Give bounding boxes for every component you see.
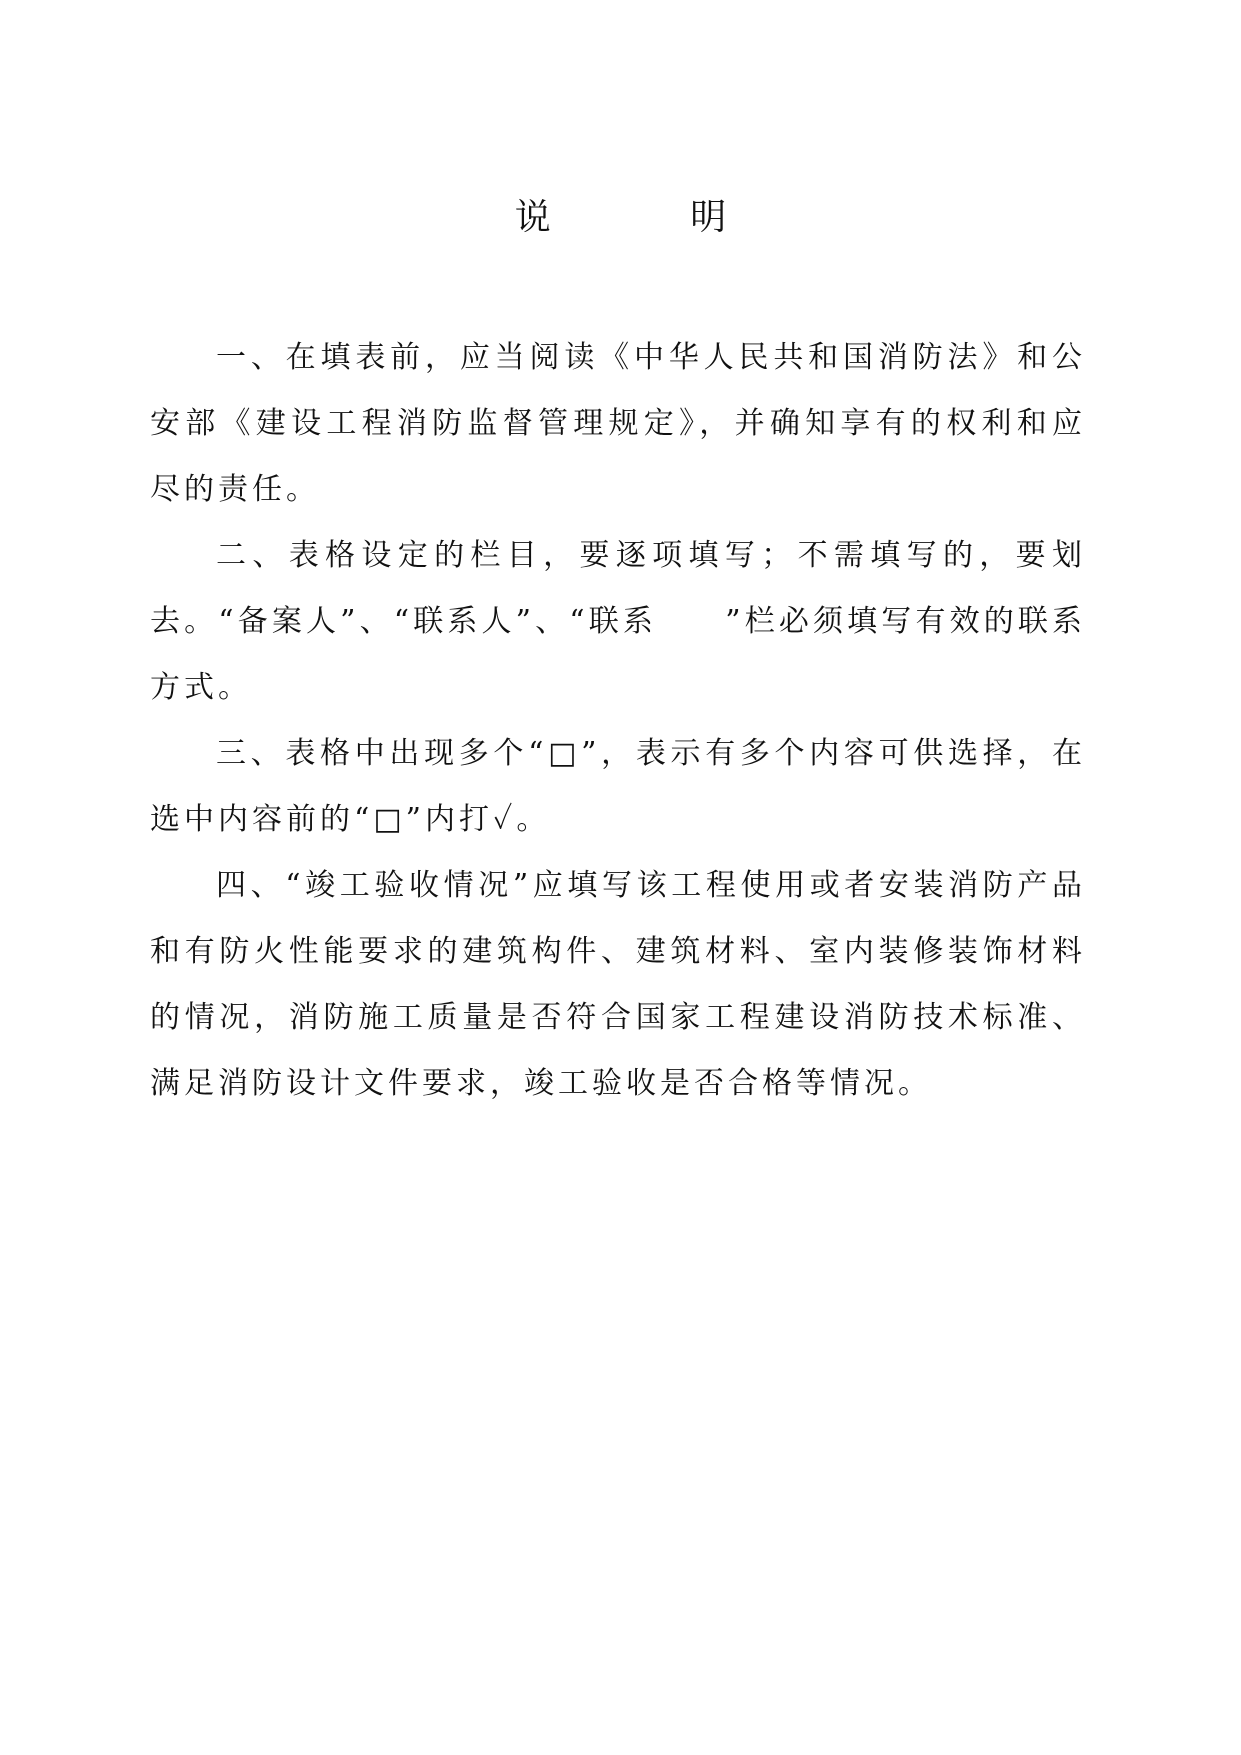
instruction-paragraph-4: 四、“竣工验收情况”应填写该工程使用或者安装消防产品和有防火性能要求的建筑构件、建筑材料、室内装修装饰材料的情况，消防施工质量是否符合国家工程建设消防技术标准、满足消防设计文件要求，竣工验收是否合格等情况。: [150, 868, 1086, 1101]
instruction-paragraph-1: 一、在填表前，应当阅读《中华人民共和国消防法》和公安部《建设工程消防监督管理规定》，并确知享有的权利和应尽的责任。: [150, 340, 1086, 507]
instruction-paragraph-2: 二、表格设定的栏目，要逐项填写；不需填写的，要划去。“备案人”、“联系人”、“联系 ”栏必须填写有效的联系方式。: [150, 538, 1086, 705]
instructions-body: [150, 325, 1086, 1117]
instruction-paragraph-3: 三、表格中出现多个“□”，表示有多个内容可供选择，在选中内容前的“□”内打✓。: [150, 736, 1086, 837]
page-title: 说 明: [514, 197, 791, 238]
